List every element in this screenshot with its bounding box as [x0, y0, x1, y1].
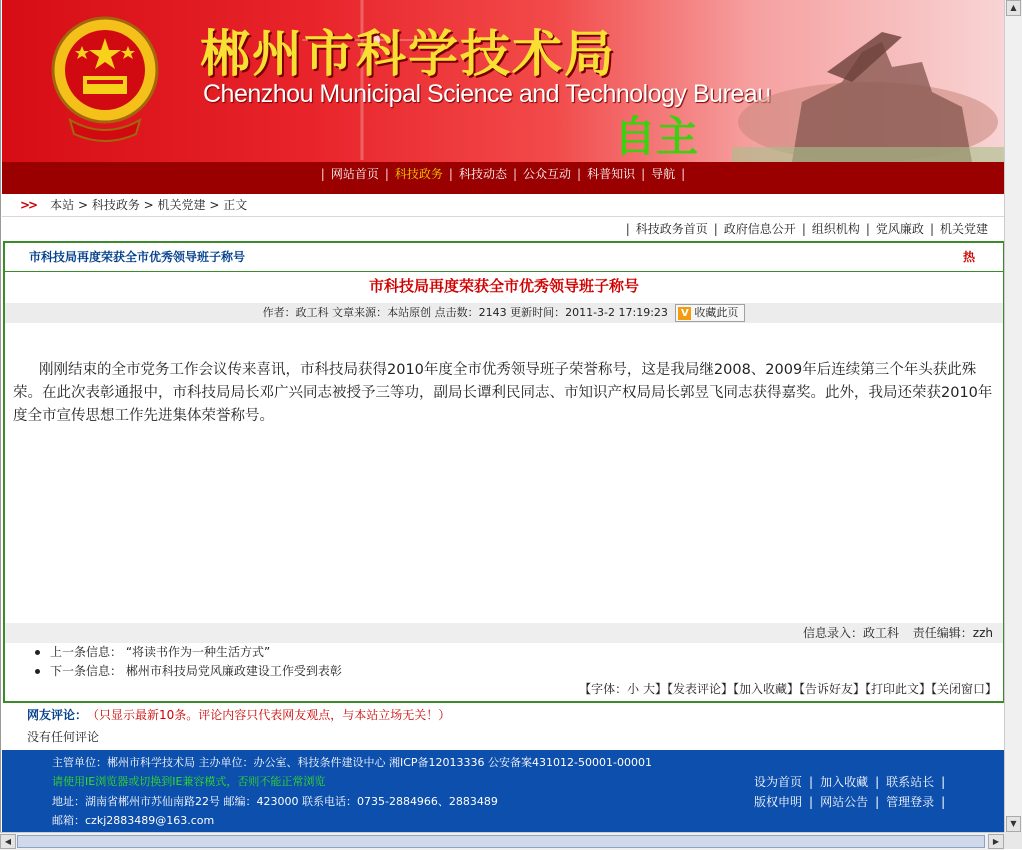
hot-badge: 热 — [962, 250, 975, 264]
site-title-cn: 郴州市科学技术局 — [200, 25, 616, 83]
bookmark-icon: V — [678, 307, 691, 320]
breadcrumb-item-current: 正文 — [223, 198, 248, 212]
horizontal-scrollbar[interactable] — [0, 832, 1004, 850]
nav-item-guide[interactable]: 导航 — [651, 167, 676, 181]
nav-item-interact[interactable]: 公众互动 — [523, 167, 572, 181]
article-credits — [5, 623, 1003, 643]
prev-link[interactable]: “将读书作为一种生活方式” — [125, 645, 271, 659]
statue-photo — [732, 12, 1004, 162]
subnav-item-info-public[interactable]: 政府信息公开 — [723, 222, 796, 236]
box-header-title: 市科技局再度荣获全市优秀领导班子称号 — [29, 250, 246, 264]
main-nav: | 网站首页 | 科技政务 | 科技动态 | 公众互动 | 科普知识 | 导航 | — [2, 162, 1004, 194]
bookmark-button[interactable] — [675, 304, 745, 322]
breadcrumb-item-home[interactable]: 本站 — [50, 198, 75, 212]
breadcrumb-item-gov[interactable]: 科技政务 — [91, 198, 140, 212]
banner-slogan: 自主 — [614, 112, 699, 161]
copyright-link[interactable]: 版权申明 — [754, 795, 803, 809]
article-tools[interactable]: 【字体：小 大】【发表评论】【加入收藏】【告诉好友】【打印此文】【关闭窗口】 — [579, 682, 997, 696]
prev-label: 上一条信息： — [50, 645, 123, 659]
bullet-icon — [35, 669, 40, 674]
scroll-up-icon[interactable]: ▲ — [1006, 0, 1021, 16]
scrollbar-corner — [1004, 832, 1022, 849]
article-meta-text: 作者：政工科 文章来源：本站原创 点击数：2143 更新时间：2011-3-2 17:19:23 — [262, 306, 668, 319]
comments-empty: 没有任何评论 — [27, 730, 100, 744]
breadcrumb: >> 本站 > 科技政务 > 机关党建 > 正文 — [2, 194, 1004, 217]
subnav-item-party[interactable]: 机关党建 — [939, 222, 988, 236]
next-label: 下一条信息： — [50, 664, 123, 678]
scroll-right-icon[interactable]: ▶ — [988, 834, 1004, 849]
breadcrumb-arrows-icon: >> — [20, 198, 37, 212]
breadcrumb-item-party[interactable]: 机关党建 — [157, 198, 206, 212]
article-box-header — [5, 243, 1003, 272]
site-footer — [2, 750, 1004, 832]
vertical-scrollbar[interactable] — [1004, 0, 1022, 832]
prev-item — [35, 643, 342, 662]
footer-links-row1: 设为首页 | 加入收藏 | 联系站长 | — [754, 775, 946, 789]
site-title-en: Chenzhou Municipal Science and Technology Bureau — [203, 80, 771, 108]
prev-next-list — [35, 643, 342, 681]
footer-address: 地址：湖南省郴州市苏仙南路22号 邮编：423000 联系电话：0735-2884966、2883489 — [52, 795, 498, 808]
footer-links-row2: 版权申明 | 网站公告 | 管理登录 | — [754, 795, 946, 809]
next-item — [35, 662, 342, 681]
sub-nav: | 科技政务首页 | 政府信息公开 | 组织机构 | 党风廉政 | 机关党建 — [625, 222, 988, 236]
horizontal-scroll-thumb[interactable] — [17, 835, 985, 848]
editor-text: 责任编辑：zzh — [912, 626, 993, 640]
article-meta — [5, 303, 1003, 323]
nav-item-news[interactable]: 科技动态 — [458, 167, 507, 181]
subnav-item-org[interactable]: 组织机构 — [811, 222, 860, 236]
article-body: 刚刚结束的全市党务工作会议传来喜讯，市科技局获得2010年度全市优秀领导班子荣誉称号，这是我局继2008、2009年后连续第三个年头获此殊荣。在此次表彰通报中，市科技局局长邓广兴同志被授予三等功，副局长谭利民同志、市知识产权局局长郭昱飞同志获得嘉奖。此外，我局还荣获2010年度全市宣传思想工作先进集体荣誉称号。 — [13, 362, 993, 424]
footer-sponsor: 主管单位：郴州市科学技术局 主办单位：办公室、科技条件建设中心 湘ICP备12013336 公安备案431012-50001-00001 — [52, 756, 652, 769]
bullet-icon — [35, 650, 40, 655]
article-title: 市科技局再度荣获全市优秀领导班子称号 — [368, 277, 639, 295]
set-homepage-link[interactable]: 设为首页 — [754, 775, 803, 789]
national-emblem-icon — [50, 10, 160, 148]
scroll-left-icon[interactable]: ◀ — [0, 834, 16, 849]
announcement-link[interactable]: 网站公告 — [820, 795, 869, 809]
nav-item-gov[interactable]: 科技政务 — [394, 167, 443, 181]
nav-item-home[interactable]: 网站首页 — [330, 167, 379, 181]
nav-item-science[interactable]: 科普知识 — [587, 167, 636, 181]
footer-browser-notice: 请使用IE浏览器或切换到IE兼容模式，否则不能正常浏览 — [52, 775, 326, 788]
recorder-text: 信息录入：政工科 — [802, 626, 899, 640]
next-link[interactable]: 郴州市科技局党风廉政建设工作受到表彰 — [125, 664, 342, 678]
article-box — [3, 241, 1005, 703]
subnav-item-integrity[interactable]: 党风廉政 — [875, 222, 924, 236]
scroll-down-icon[interactable]: ▼ — [1006, 816, 1021, 832]
site-banner — [2, 0, 1004, 162]
comments-note: （只显示最新10条。评论内容只代表网友观点，与本站立场无关！） — [93, 708, 451, 722]
comments-label: 网友评论： — [27, 708, 88, 722]
subnav-item-gov-home[interactable]: 科技政务首页 — [635, 222, 708, 236]
bookmark-label: 收藏此页 — [694, 306, 739, 319]
contact-admin-link[interactable]: 联系站长 — [886, 775, 935, 789]
comments-header — [27, 706, 450, 724]
admin-login-link[interactable]: 管理登录 — [886, 795, 935, 809]
footer-email: 邮箱：czkj2883489@163.com — [52, 814, 215, 827]
add-favorite-link[interactable]: 加入收藏 — [820, 775, 869, 789]
